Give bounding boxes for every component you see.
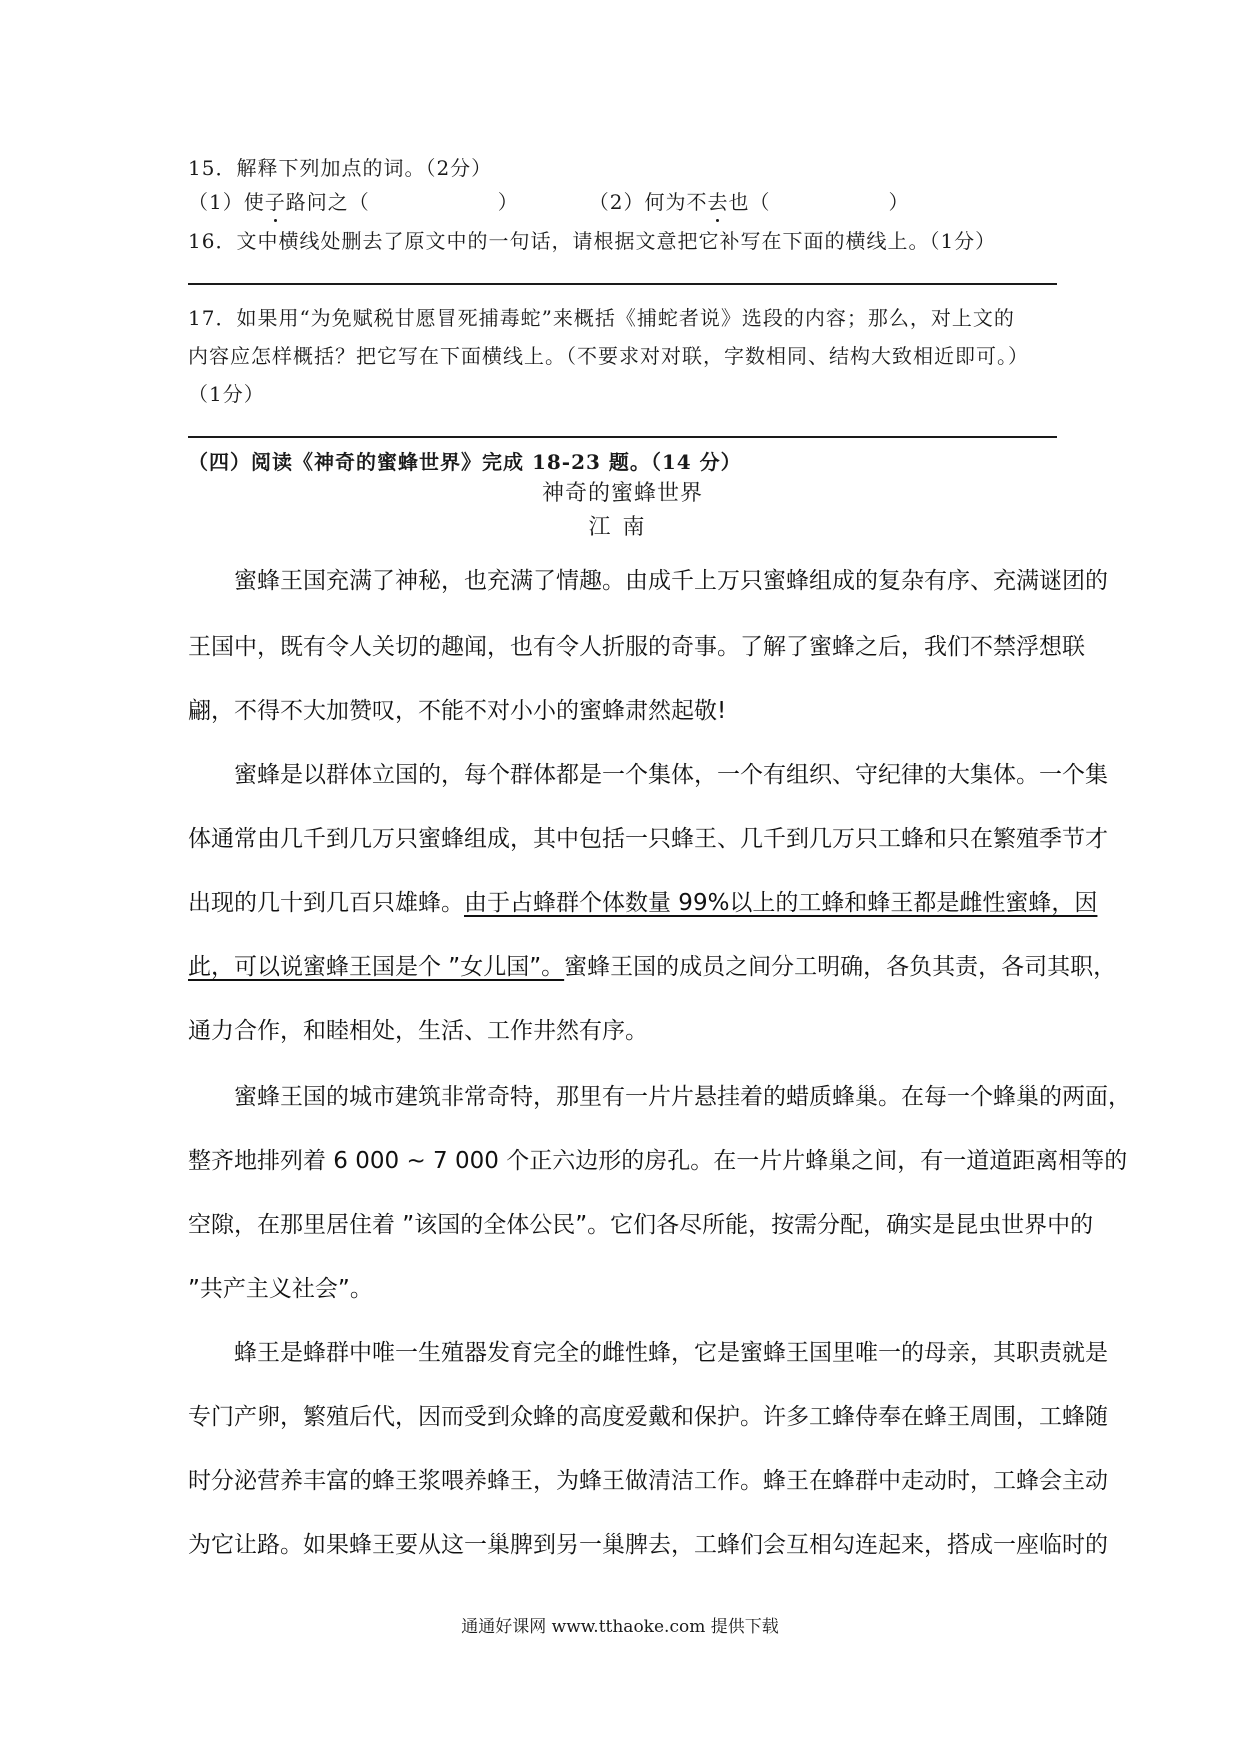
question-16-stem: [188, 225, 996, 254]
section-heading: （四）阅读《神奇的蜜蜂世界》完成 18-23 题。（14 分）: [188, 450, 742, 474]
question-17-answer-line[interactable]: [188, 436, 1057, 438]
question-17-line-1: 17．如果用“为免赋税甘愿冒死捕毒蛇”来概括《捕蛇者说》选段的内容；那么，对上文的: [188, 306, 1015, 330]
passage-p2-line-2: 体通常由几千到几万只蜜蜂组成，其中包括一只蜂王、几千到几万只工蜂和只在繁殖季节才: [188, 826, 1108, 852]
q15-item1-dotted-word: 子: [265, 186, 286, 215]
page-footer: 通通好课网 www.tthaoke.com 提供下载: [461, 1617, 779, 1637]
passage-title: 神奇的蜜蜂世界: [541, 481, 703, 506]
passage-underlined-sentence-part-2: 此，可以说蜜蜂王国是个 ”女儿国”。: [188, 954, 565, 980]
q15-item1-post: 路问之（: [285, 190, 370, 214]
passage-p1-line-2: 王国中，既有令人关切的趣闻，也有令人折服的奇事。了解了蜜蜂之后，我们不禁浮想联: [188, 634, 1085, 660]
question-15-stem-text: 15．解释下列加点的词。（2分）: [188, 156, 493, 180]
passage-p4-line-2: 专门产卵，繁殖后代，因而受到众蜂的高度爱戴和保护。许多工蜂侍奉在蜂王周围，工蜂随: [188, 1404, 1108, 1430]
q15-item2-post: 也（: [728, 190, 771, 214]
passage-p2-line-3: [188, 884, 1098, 917]
q15-item1-close: ）: [497, 190, 519, 214]
question-17-line-2: 内容应怎样概括？把它写在下面横线上。（不要求对对联，字数相同、结构大致相近即可。）: [188, 344, 1029, 368]
passage-p2-line-1: 蜜蜂是以群体立国的，每个群体都是一个集体，一个有组织、守纪律的大集体。一个集: [234, 762, 1108, 788]
passage-p2-line-4: [188, 948, 1117, 981]
passage-p1-line-1: 蜜蜂王国充满了神秘，也充满了情趣。由成千上万只蜜蜂组成的复杂有序、充满谜团的: [234, 568, 1108, 594]
passage-p2-line-5: 通力合作，和睦相处，生活、工作井然有序。: [188, 1018, 648, 1044]
q15-item2-close: ）: [888, 190, 910, 214]
passage-author: 江南: [588, 515, 657, 540]
passage-p1-line-3: 翩，不得不大加赞叹，不能不对小小的蜜蜂肃然起敬!: [188, 698, 727, 724]
passage-underlined-sentence-part-1: 由于占蜂群个体数量 99%以上的工蜂和蜂王都是雌性蜜蜂，因: [464, 890, 1098, 916]
passage-p4-line-1: 蜂王是蜂群中唯一生殖器发育完全的雌性蜂，它是蜜蜂王国里唯一的母亲，其职责就是: [234, 1340, 1108, 1366]
passage-p2-line-4-plain: 蜜蜂王国的成员之间分工明确，各负其责，各司其职，: [564, 954, 1117, 980]
passage-p3-line-1: 蜜蜂王国的城市建筑非常奇特，那里有一片片悬挂着的蜡质蜂巢。在每一个蜂巢的两面，: [234, 1084, 1131, 1110]
question-16-answer-line[interactable]: [188, 283, 1057, 285]
question-15-items: [188, 186, 909, 215]
q15-item2-pre: （2）何为不: [588, 190, 708, 214]
passage-p4-line-3: 时分泌营养丰富的蜂王浆喂养蜂王，为蜂王做清洁工作。蜂王在蜂群中走动时，工蜂会主动: [188, 1468, 1108, 1494]
question-17-line-3: （1分）: [188, 382, 265, 406]
passage-p2-line-3-plain: 出现的几十到几百只雄蜂。: [188, 890, 464, 916]
question-16-stem-text: 16．文中横线处删去了原文中的一句话，请根据文意把它补写在下面的横线上。（1分）: [188, 229, 997, 253]
q15-item1-pre: （1）使: [188, 190, 265, 214]
passage-p3-line-2: 整齐地排列着 6 000 ~ 7 000 个正六边形的房孔。在一片片蜂巢之间，有一道道距离相等的: [188, 1148, 1128, 1174]
passage-p4-line-4: 为它让路。如果蜂王要从这一巢脾到另一巢脾去，工蜂们会互相勾连起来，搭成一座临时的: [188, 1532, 1108, 1558]
passage-p3-line-3: 空隙，在那里居住着 ”该国的全体公民”。它们各尽所能，按需分配，确实是昆虫世界中的: [188, 1212, 1094, 1238]
question-15-stem: [188, 152, 492, 181]
q15-item2-dotted-word: 去: [707, 186, 728, 215]
passage-p3-line-4: ”共产主义社会”。: [188, 1276, 373, 1302]
